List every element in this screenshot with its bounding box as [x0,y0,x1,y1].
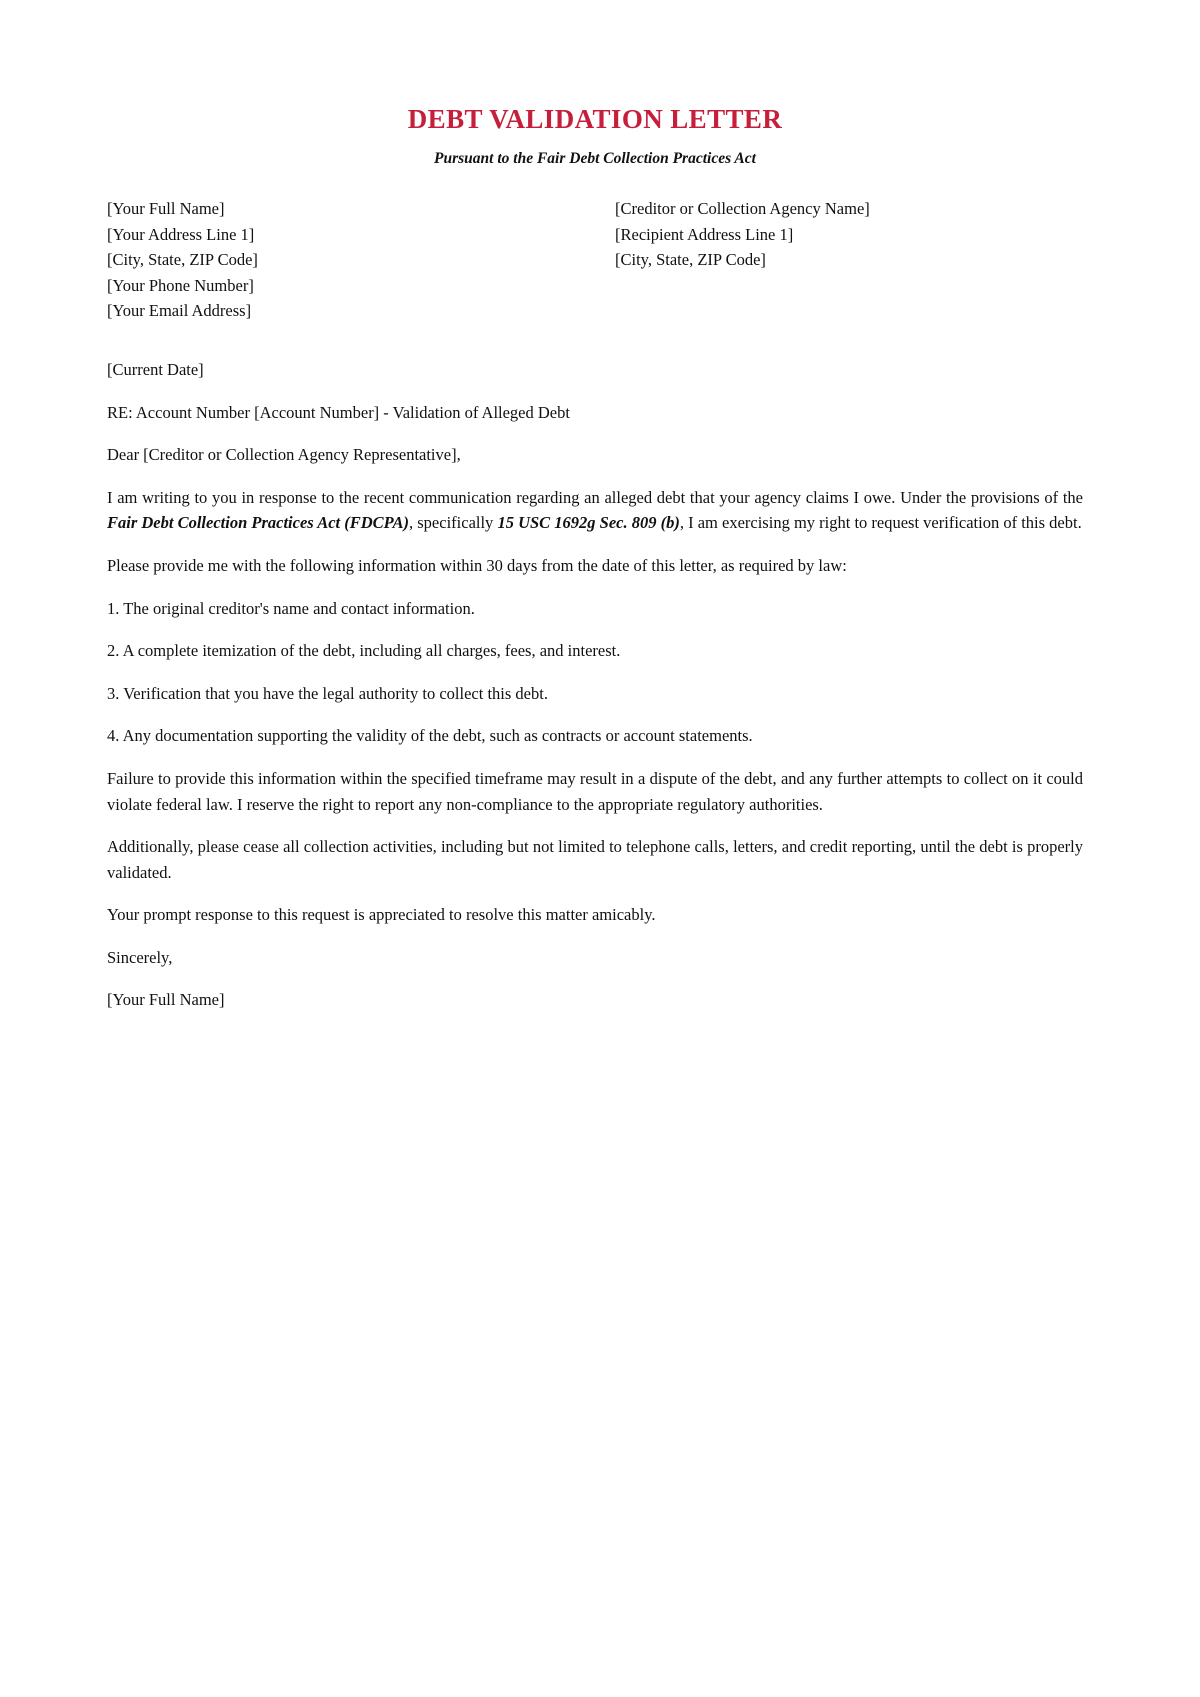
text-segment: I am writing to you in response to the recent communication regarding an alleged debt that your agency claims I owe. Under the provisions of the [107,487,1083,507]
date-line: [Current Date] [107,359,204,379]
recipient-name-line: [Creditor or Collection Agency Name] [615,199,870,218]
sender-name-line: [Your Full Name] [107,199,225,218]
sender-address-block [107,196,615,324]
recipient-city-line: [City, State, ZIP Code] [615,250,766,270]
subject-line: RE: Account Number [Account Number] - Validation of Alleged Debt [107,402,570,422]
address-header-row [107,196,1083,324]
numbered-item-3: 3. Verification that you have the legal authority to collect this debt. [107,683,548,703]
failure-paragraph: Failure to provide this information within the specified timeframe may result in a dispute of the debt, and any further attempts to collect on it could violate federal law. I reserve the right to report any non-compliance to the appropriate regulatory authorities. [107,768,1083,814]
sender-city-line: [City, State, ZIP Code] [107,250,258,270]
letter-subtitle: Pursuant to the Fair Debt Collection Practices Act [434,150,756,167]
intro-paragraph [107,485,1083,536]
numbered-item-2: 2. A complete itemization of the debt, including all charges, fees, and interest. [107,641,621,661]
sender-address-line: [Your Address Line 1] [107,224,255,244]
recipient-address-line: [Recipient Address Line 1] [615,224,794,244]
text-segment: , specifically [409,513,498,533]
text-segment: , I am exercising my right to request verification of this debt. [679,513,1082,533]
salutation-line: Dear [Creditor or Collection Agency Representative], [107,445,461,465]
numbered-item-1: 1. The original creditor's name and contact information. [107,598,475,618]
cease-paragraph: Additionally, please cease all collection activities, including but not limited to telephone calls, letters, and credit reporting, until the debt is properly validated. [107,837,1083,882]
signature-name: [Your Full Name] [107,990,225,1010]
letter-title: DEBT VALIDATION LETTER [407,104,783,134]
statute-reference-fdcpa: Fair Debt Collection Practices Act (FDCPA) [107,513,410,533]
request-paragraph: Please provide me with the following information within 30 days from the date of this letter, as required by law: [107,555,847,575]
recipient-address-block [615,196,1083,324]
statute-reference-usc: 15 USC 1692g Sec. 809 (b) [497,513,680,533]
letter-body [107,357,1083,1013]
closing-line: Sincerely, [107,947,173,967]
prompt-response-paragraph: Your prompt response to this request is appreciated to resolve this matter amicably. [107,905,656,925]
numbered-item-4: 4. Any documentation supporting the validity of the debt, such as contracts or account statements. [107,726,753,746]
sender-email-line: [Your Email Address] [107,301,252,321]
sender-phone-line: [Your Phone Number] [107,275,254,295]
